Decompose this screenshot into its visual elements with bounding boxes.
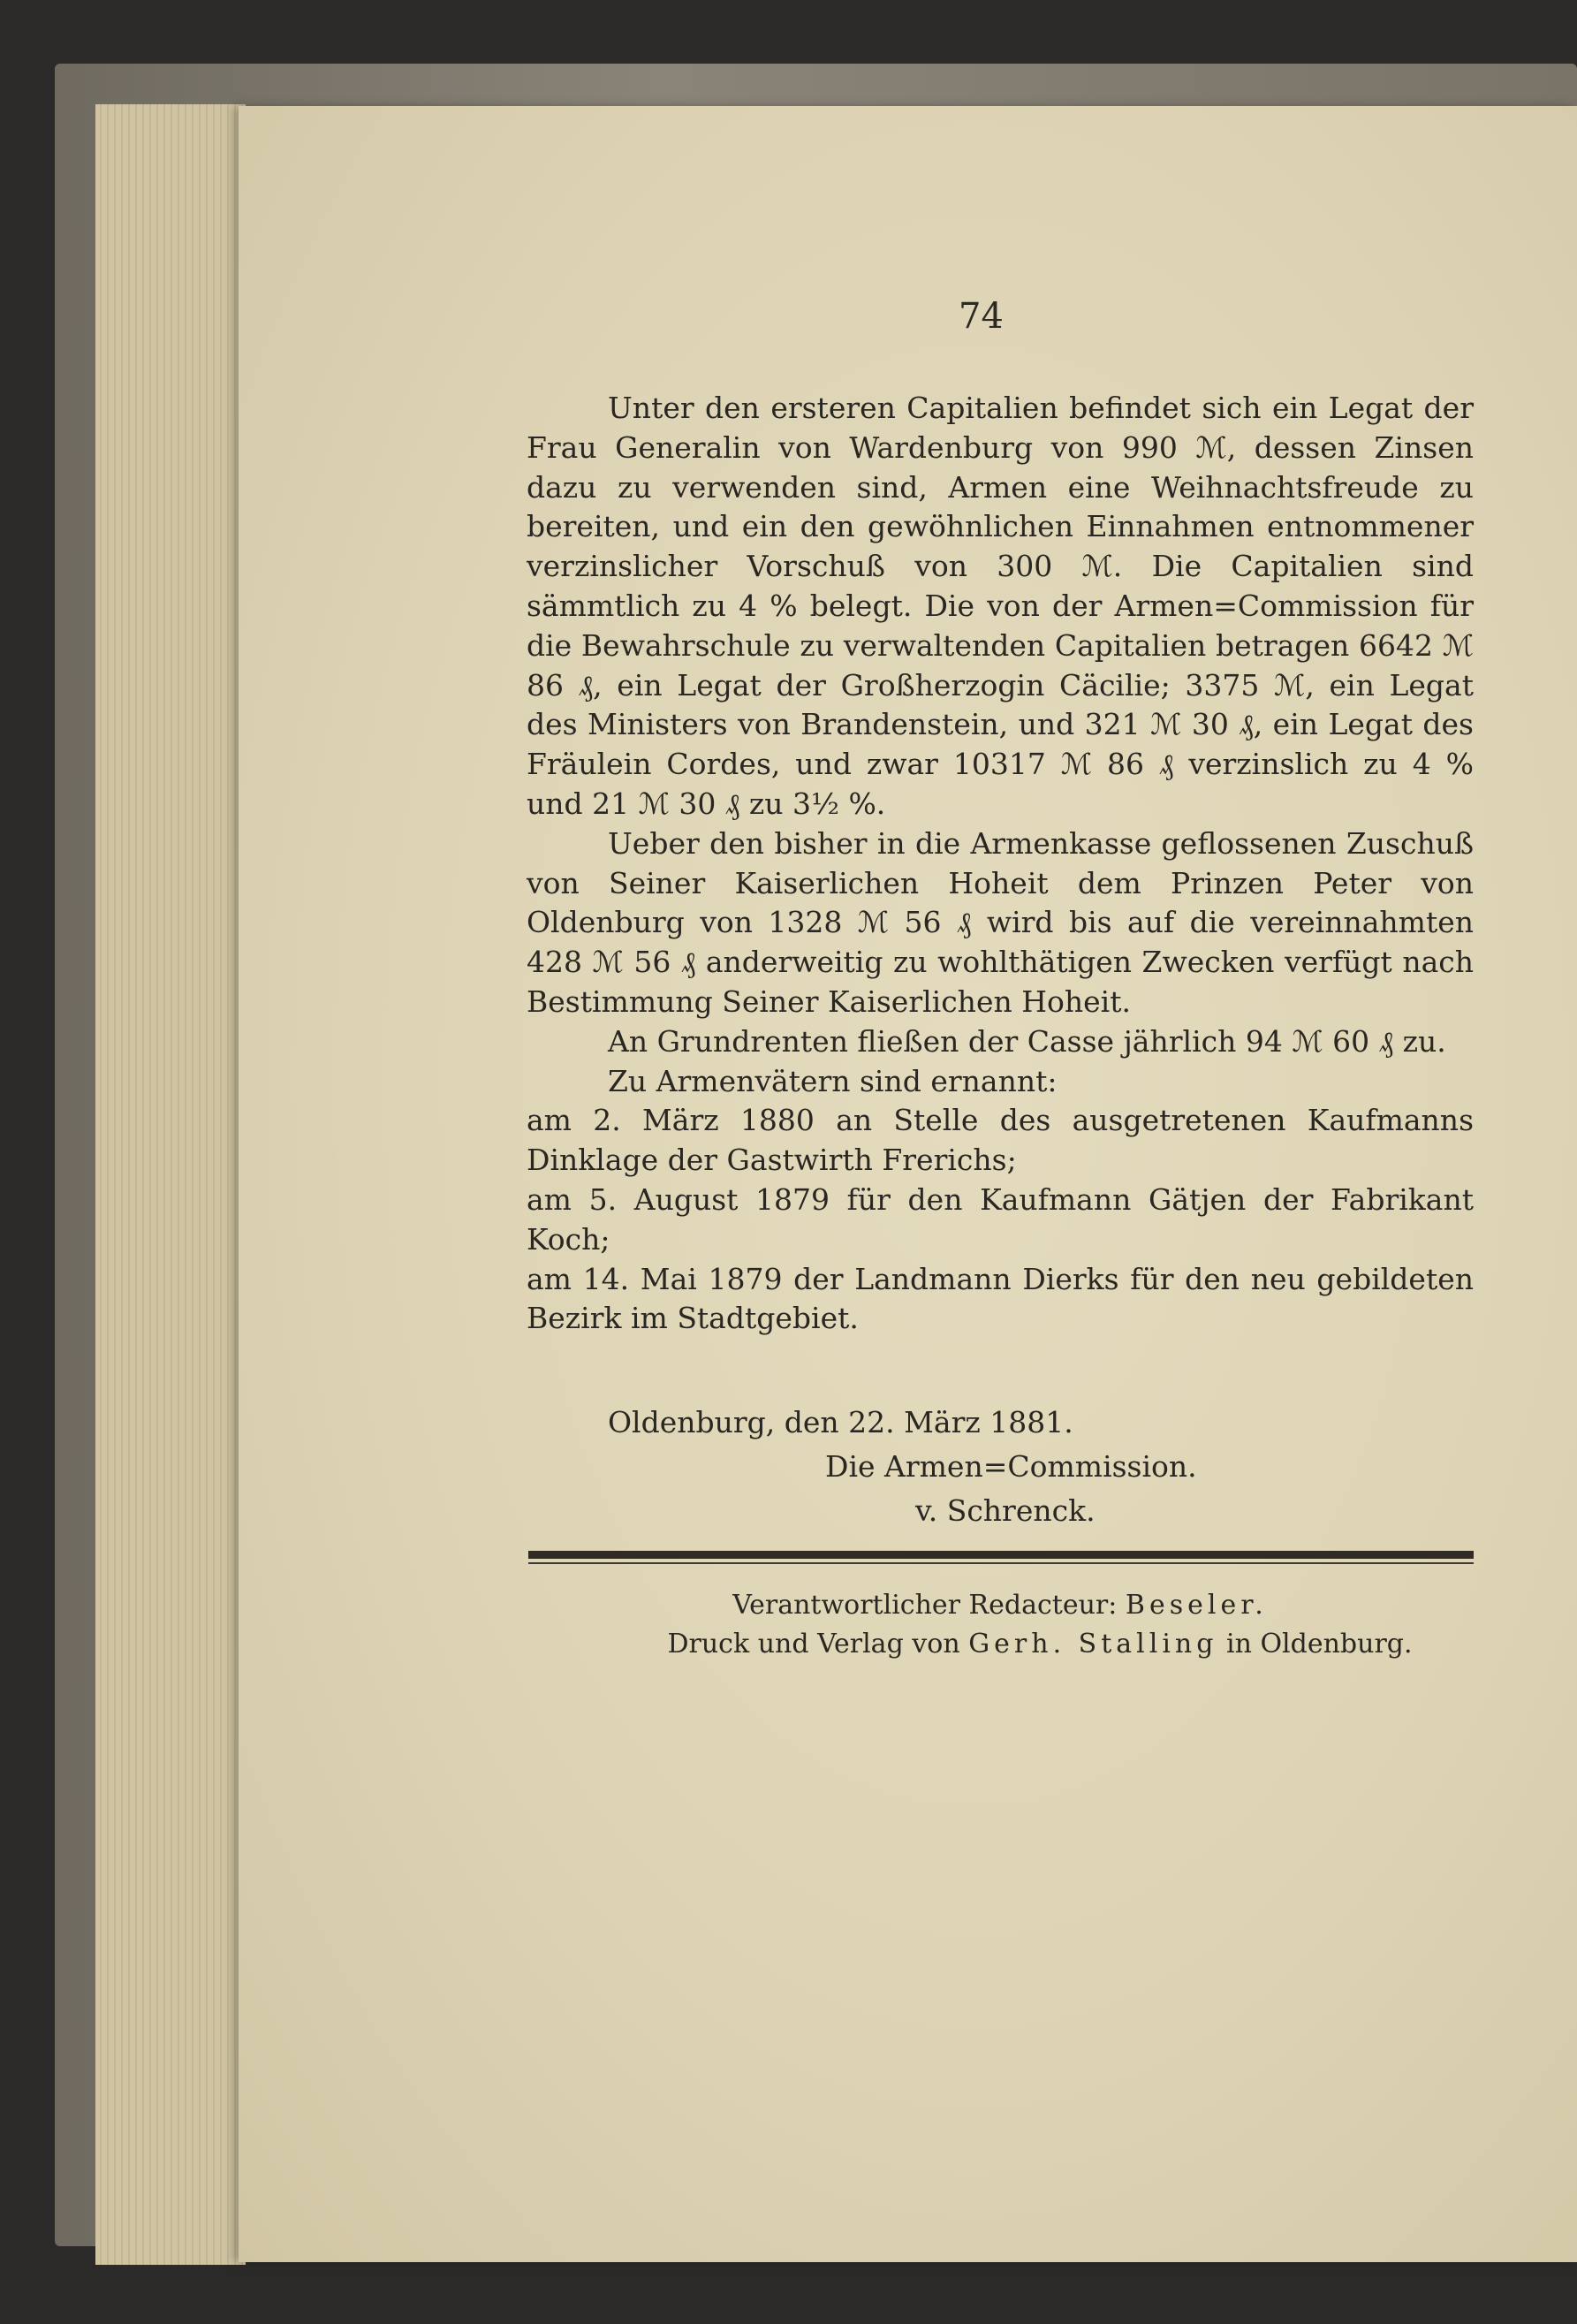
imprint — [527, 1586, 1474, 1664]
printer-suffix: in Oldenburg. — [1226, 1629, 1413, 1659]
page-number: 74 — [959, 296, 1004, 337]
issuer: Die Armen=Commission. — [825, 1449, 1197, 1484]
appointment-item: am 14. Mai 1879 der Landmann Dierks für den neu gebildeten Bezirk im Stadtgebiet. — [527, 1261, 1474, 1336]
paragraph-appointments-heading: Zu Armenvätern sind ernannt: — [608, 1063, 1058, 1098]
appointment-item: am 2. März 1880 an Stelle des ausgetretenen Kaufmanns Dinklage der Gastwirth Frerichs; — [527, 1103, 1474, 1178]
divider-rule-thin — [528, 1562, 1474, 1564]
place-date: Oldenburg, den 22. März 1881. — [608, 1405, 1073, 1439]
printer-line — [606, 1625, 1474, 1664]
editor-name: Beseler. — [1125, 1590, 1268, 1621]
page-edges — [95, 104, 246, 2265]
signature-block — [527, 1401, 1474, 1533]
paragraph-subsidy: Ueber den bisher in die Armenkasse geflossenen Zuschuß von Seiner Kaiserlichen Hoheit dem Prinzen Peter von Oldenburg von 1328 ℳ 56 ₰ wird bis auf die vereinnahmten 428 ℳ 56 ₰ anderweitig zu wohlthätigen Zwecken verfügt nach Bestimmung Seiner Kaiserlichen Hoheit. — [527, 825, 1474, 1019]
paragraph-ground-rents: An Grundrenten fließen der Casse jährlich 94 ℳ 60 ₰ zu. — [608, 1023, 1446, 1059]
body-text — [527, 389, 1474, 1339]
printer-name: Gerh. Stalling — [968, 1629, 1218, 1659]
signatory: v. Schrenck. — [915, 1493, 1096, 1528]
divider-rule — [528, 1551, 1474, 1559]
printer-prefix: Druck und Verlag von — [667, 1629, 960, 1659]
editor-label: Verantwortlicher Redacteur: — [732, 1590, 1118, 1621]
appointment-item: am 5. August 1879 für den Kaufmann Gätjen der Fabrikant Koch; — [527, 1181, 1474, 1257]
editor-line — [527, 1586, 1474, 1625]
paragraph-capitals: Unter den ersteren Capitalien befindet sich ein Legat der Frau Generalin von Wardenburg von 990 ℳ, dessen Zinsen dazu zu verwenden sind, Armen eine Weihnachtsfreude zu bereiten, und ein den gewöhnlichen Einnahmen entnommener verzinslicher Vorschuß von 300 ℳ. Die Capitalien sind sämmtlich zu 4 % belegt. Die von der Armen=Commission für die Bewahrschule zu verwaltenden Capitalien betragen 6642 ℳ 86 ₰, ein Legat der Großherzogin Cäcilie; 3375 ℳ, ein Legat des Ministers von Brandenstein, und 321 ℳ 30 ₰, ein Legat des Fräulein Cordes, und zwar 10317 ℳ 86 ₰ verzinslich zu 4 % und 21 ℳ 30 ₰ zu 3½ %. — [527, 391, 1474, 821]
